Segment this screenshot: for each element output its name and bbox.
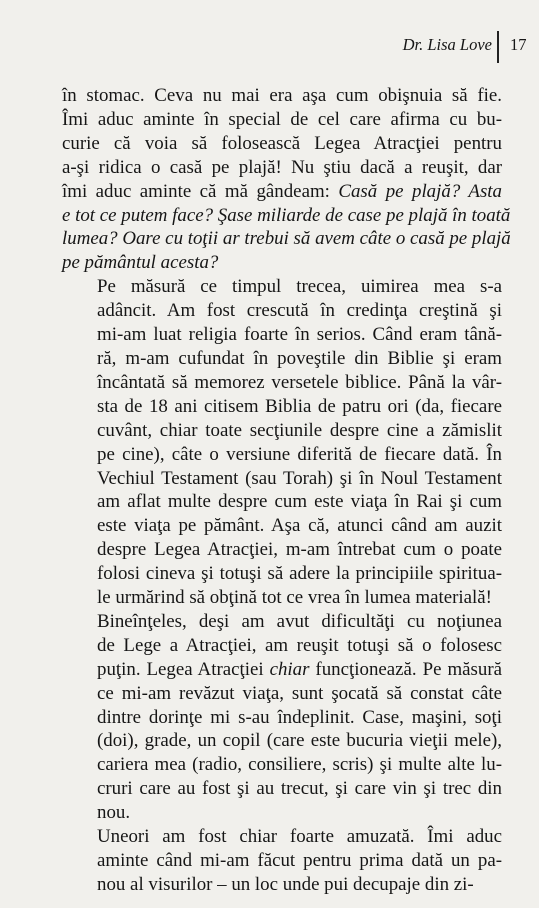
text-line <box>62 849 502 873</box>
text-line <box>62 682 502 706</box>
text-line <box>62 108 502 132</box>
line-text: sta de 18 ani citisem Biblia de patru ori (da, fiecare <box>97 395 502 417</box>
line-text: îmi aduc aminte că mă gândeam: <box>62 180 339 202</box>
line-text: folosi cineva şi totuşi să adere la principiile spiritua- <box>97 563 502 585</box>
text-line <box>62 753 502 777</box>
text-line <box>62 204 511 228</box>
text-line <box>62 562 502 586</box>
line-text: Uneori am fost chiar foarte amuzată. Îmi aduc <box>97 826 502 848</box>
text-line <box>62 299 502 323</box>
text-line <box>62 395 502 419</box>
line-text: Pe măsură ce timpul trecea, uimirea mea s-a <box>97 276 502 298</box>
page-header <box>0 33 539 57</box>
line-italic-text: e tot ce putem face? Şase miliarde de case pe plajă în toată <box>62 204 511 226</box>
text-line <box>62 323 502 347</box>
text-line <box>62 443 502 467</box>
text-line <box>62 275 502 299</box>
line-text: aminte când mi-am făcut pentru prima dată un pa- <box>97 850 502 871</box>
line-text: le urmărind să obţină tot ce vrea în lumea materială! <box>97 587 492 609</box>
text-line <box>62 251 502 275</box>
text-line <box>62 347 502 371</box>
line-text: mi-am luat religia foarte în serios. Când eram tână- <box>97 324 502 346</box>
line-text: puţin. Legea Atracţiei <box>97 658 270 680</box>
text-line <box>62 490 502 514</box>
line-text: nou al visurilor – un loc unde pui decupaje din zi- <box>97 873 474 895</box>
text-line <box>62 180 502 204</box>
line-text: în stomac. Ceva nu mai era aşa cum obişnuia să fie. <box>62 85 502 106</box>
text-line <box>62 371 502 395</box>
paragraph-2 <box>62 275 502 610</box>
line-text: Vechiul Testament (sau Torah) şi în Noul Testament <box>97 467 502 489</box>
text-line <box>62 777 502 801</box>
text-line <box>62 825 502 849</box>
text-line <box>62 729 502 753</box>
line-text: nou. <box>97 802 131 824</box>
line-italic-text: pe pământul acesta? <box>62 252 219 274</box>
line-text: despre Legea Atracţiei, m-am întrebat cum o poate <box>97 539 502 561</box>
line-text: Bineînţeles, deşi am avut dificultăţi cu noţiunea <box>97 610 502 632</box>
text-line <box>62 634 502 658</box>
line-text: cuvânt, chiar toate secţiunile despre cine a zămislit <box>97 419 502 441</box>
text-line <box>62 514 502 538</box>
text-line <box>62 132 502 156</box>
line-text: este viaţa pe pământ. Aşa că, atunci când am auzit <box>97 515 502 537</box>
text-line <box>62 801 502 825</box>
line-text: încântată să memorez versetele biblice. Până la vâr- <box>97 371 502 393</box>
text-line <box>62 156 502 180</box>
line-text: ră, m-am cufundat în poveştile din Biblie şi eram <box>97 347 502 369</box>
line-text: (doi), grade, un copil (care este bucuria vieţii mele), <box>97 730 502 752</box>
line-text: am aflat multe despre cum este viaţa în Rai şi cum <box>97 491 502 513</box>
running-head-author: Dr. Lisa Love <box>402 35 492 54</box>
line-text-continued: funcţionează. Pe măsură <box>309 658 502 680</box>
text-line <box>62 419 502 443</box>
line-text: de Lege a Atracţiei, am reuşit totuşi să o folosesc <box>97 634 502 656</box>
line-text: a-şi ridica o casă pe plajă! Nu ştiu dacă a reuşit, dar <box>62 156 502 178</box>
line-text: dintre dorinţe mi s-au îndeplinit. Case, maşini, soţi <box>97 706 502 728</box>
line-text: cariera mea (radio, consiliere, scris) şi multe alte lu- <box>97 754 502 776</box>
page-number: 17 <box>510 35 527 54</box>
line-text: ce mi-am revăzut viaţa, sunt şocată să constat câte <box>97 682 502 704</box>
text-line <box>62 610 502 634</box>
text-line <box>62 84 502 108</box>
text-line <box>62 227 511 251</box>
line-text: curie că voia să folosească Legea Atracţiei pentru <box>62 132 502 154</box>
line-italic-text: chiar <box>269 658 310 680</box>
text-line <box>62 658 502 682</box>
text-line <box>62 706 502 730</box>
line-text: pe cine), câte o versiune diferită de fiecare dată. În <box>97 443 502 465</box>
body-text <box>62 84 511 897</box>
text-line <box>62 467 502 491</box>
line-italic-text: Casă pe plajă? Asta <box>338 180 502 202</box>
line-italic-text: lumea? Oare cu toţii ar trebui să avem câte o casă pe plajă <box>62 228 511 250</box>
paragraph-4 <box>62 825 502 897</box>
text-line <box>62 873 502 897</box>
paragraph-1 <box>62 84 511 275</box>
text-line <box>62 586 502 610</box>
line-text: adâncit. Am fost crescută în credinţa creştină şi <box>97 300 502 322</box>
text-line <box>62 538 502 562</box>
line-text: Îmi aduc aminte în special de cel care afirma cu bu- <box>62 108 502 130</box>
line-text: cruri care au fost şi au trecut, şi care vin şi trec din <box>97 778 502 800</box>
paragraph-3 <box>62 610 502 825</box>
header-divider <box>497 31 499 63</box>
